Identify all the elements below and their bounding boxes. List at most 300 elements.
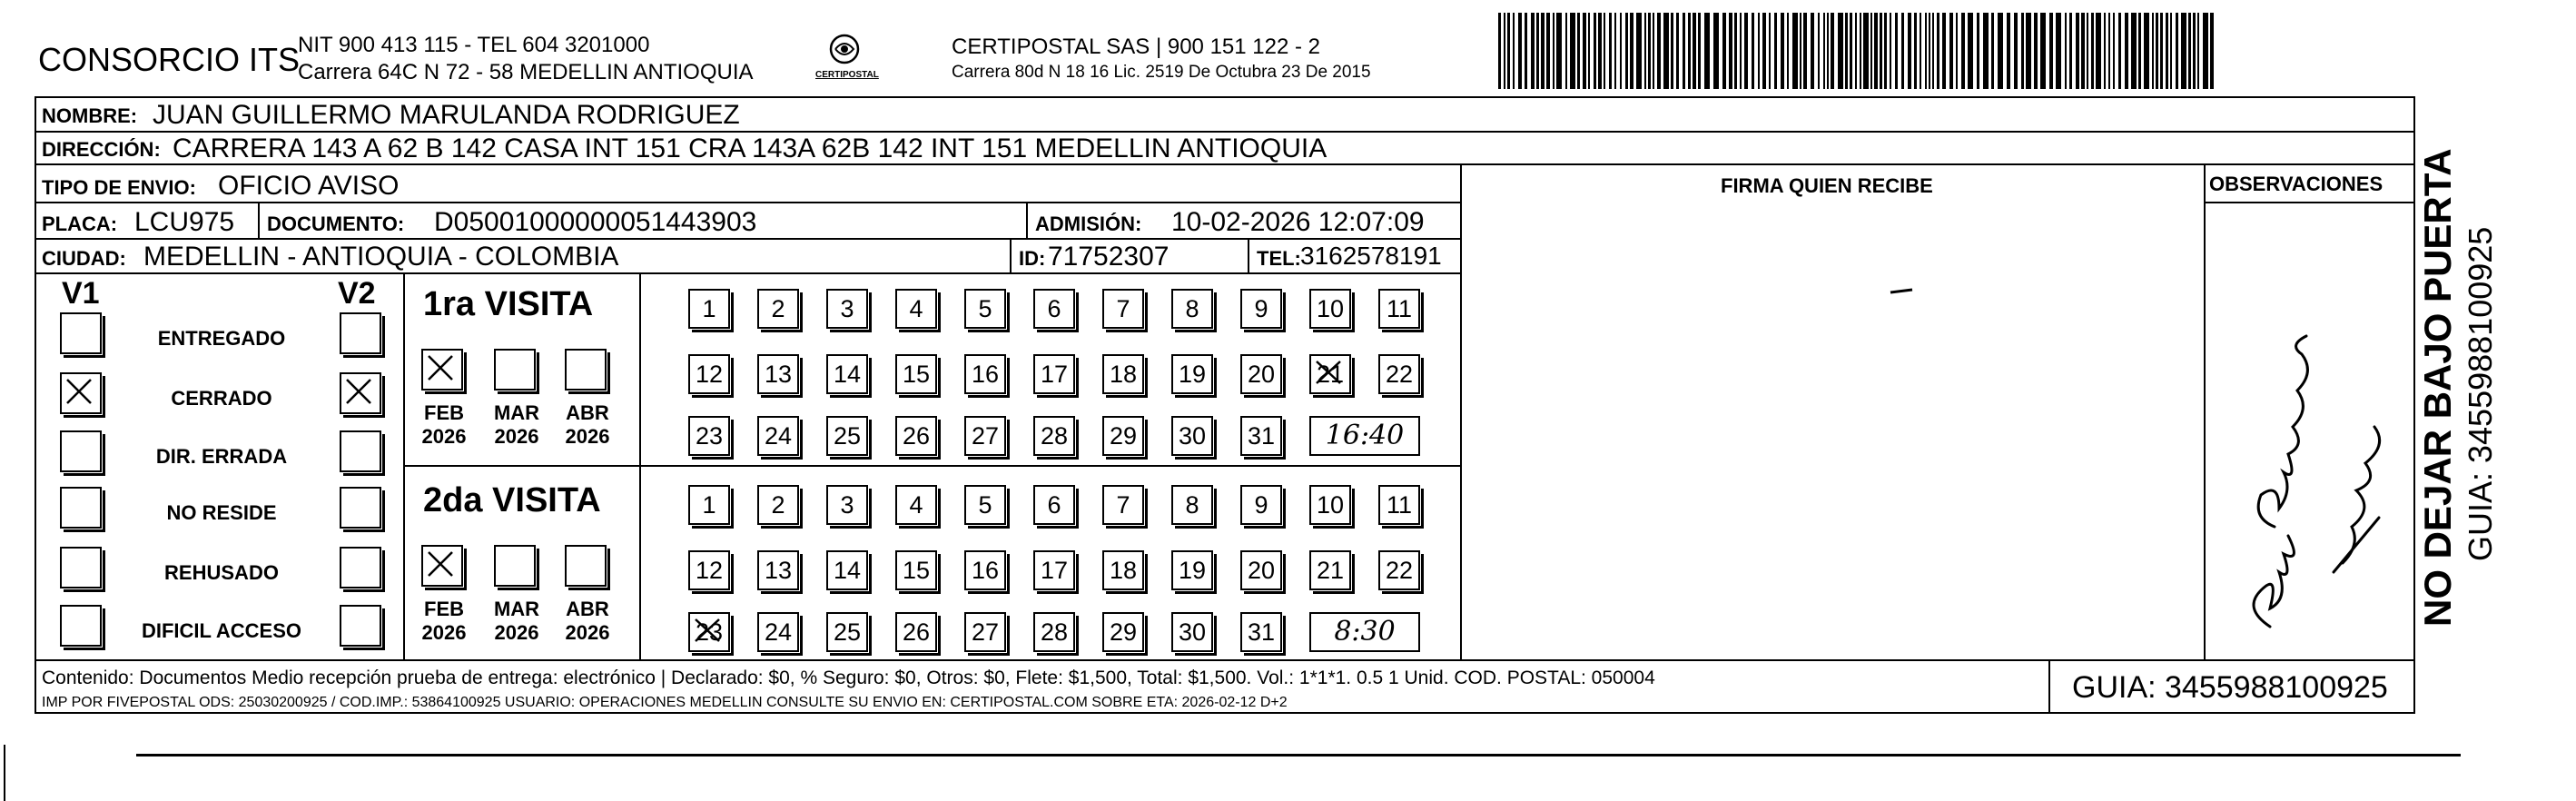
visit-day-box[interactable] [1378,550,1420,590]
tipo-value: OFICIO AVISO [218,171,400,201]
barcode-bar [1998,13,2003,89]
visit-day-box[interactable] [964,485,1006,525]
barcode-bar [1827,13,1829,89]
visit-day-box[interactable] [688,416,730,456]
day-number: 30 [1178,422,1207,450]
visit-month-label [556,401,619,449]
barcode-bar [2113,13,2115,89]
visit-day-box[interactable] [1240,416,1282,456]
day-number: 12 [695,361,724,388]
barcode-bar [1838,13,1843,89]
barcode-bar [2118,13,2121,89]
status-v1-checkbox[interactable] [60,547,102,588]
visit-day-box[interactable] [1309,289,1351,329]
barcode-bar [1762,13,1766,89]
barcode-bar [1541,13,1545,89]
barcode-bar [2138,13,2141,89]
day-number: 4 [909,491,923,519]
visit-day-box[interactable] [1033,354,1075,394]
visit-day-box[interactable] [1033,289,1075,329]
day-number: 6 [1047,295,1061,322]
day-number: 10 [1316,491,1345,519]
guia-footer: GUIA: 3455988100925 [2072,670,2388,705]
visit-day-box[interactable] [826,485,868,525]
day-number: 31 [1247,422,1276,450]
visit-day-box[interactable] [1171,354,1213,394]
barcode-bar [1713,13,1719,89]
observaciones-label: OBSERVACIONES [2209,173,2384,195]
visit-day-box[interactable] [895,550,937,590]
visit-month-checkbox[interactable] [565,545,607,587]
day-number: 14 [833,557,862,584]
month-name: ABR [566,598,609,620]
visit-day-box[interactable] [895,485,937,525]
barcode-bar [2040,13,2046,89]
admision-label: ADMISIÓN: [1035,213,1142,235]
day-number: 20 [1247,557,1276,584]
barcode-bar [1774,13,1777,89]
month-name: FEB [424,401,464,424]
barcode-bar [2160,13,2163,89]
day-number: 19 [1178,361,1207,388]
visit-day-box[interactable] [688,550,730,590]
day-number: 26 [902,422,931,450]
visit-day-box[interactable] [1240,485,1282,525]
company-name: CONSORCIO ITS [38,41,301,78]
barcode-bar [1604,13,1605,89]
month-year: 2026 [494,621,539,644]
day-number: 29 [1109,422,1138,450]
barcode-bar [1949,13,1953,89]
visit-month-label [412,598,476,645]
month-name: FEB [424,598,464,620]
barcode-bar [1531,13,1535,89]
status-v1-checkbox[interactable] [60,605,102,647]
day-number: 4 [909,295,923,322]
x-mark-icon [64,376,98,410]
barcode-bar [1884,13,1887,89]
barcode-bar [1925,13,1927,89]
barcode-bar [1614,13,1616,89]
observaciones-handwriting [2206,300,2415,645]
month-name: MAR [493,598,540,620]
month-name: ABR [566,401,609,424]
barcode-bar [1620,13,1622,89]
visit-day-box[interactable] [964,416,1006,456]
x-mark-icon [1313,358,1347,391]
documento-value: D05001000000051443903 [434,207,757,237]
company-address: Carrera 64C N 72 - 58 MEDELLIN ANTIOQUIA [298,60,754,84]
barcode-bar [1908,13,1911,89]
month-year: 2026 [565,621,610,644]
visit-day-box[interactable] [826,354,868,394]
status-v2-checkbox[interactable] [340,430,381,472]
visit-day-box[interactable] [1378,289,1420,329]
barcode-bar [1698,13,1701,89]
day-number: 17 [1040,361,1069,388]
visit-day-box[interactable] [1240,354,1282,394]
barcode-bar [1683,13,1685,89]
barcode-bar [1565,13,1567,89]
day-number: 3 [840,491,854,519]
nombre-label: NOMBRE: [42,104,138,127]
barcode-bar [2069,13,2072,89]
barcode-bar [1901,13,1904,89]
barcode-bar [2007,13,2010,89]
visit-day-box[interactable] [1240,612,1282,652]
day-number: 25 [833,422,862,450]
visit-day-box[interactable] [1171,289,1213,329]
visit-day-box[interactable] [964,550,1006,590]
barcode-bar [1676,13,1679,89]
documento-label: DOCUMENTO: [267,213,405,235]
barcode-bar [1850,13,1852,89]
day-number: 13 [764,557,793,584]
barcode-bar [1583,13,1586,89]
placa-value: LCU975 [134,207,235,237]
logo-text: CERTIPOSTAL [815,70,879,80]
barcode-bar [2087,13,2088,89]
visit-month-checkbox[interactable] [494,545,536,587]
visit-day-box[interactable] [895,354,937,394]
barcode-bar [1525,13,1527,89]
v2-label: V2 [338,276,376,311]
barcode-bar [1648,13,1651,89]
day-number: 23 [695,422,724,450]
carrier-name: CERTIPOSTAL SAS | 900 151 122 - 2 [952,35,1320,59]
day-number: 24 [764,422,793,450]
status-option-label: DIFICIL ACCESO [141,619,301,642]
barcode-bar [1977,13,1979,89]
visit-day-box[interactable] [1102,354,1144,394]
day-number: 1 [702,491,716,519]
barcode-bar [1704,13,1710,89]
barcode-bar [1630,13,1633,89]
status-option-label: NO RESIDE [166,501,277,524]
barcode-bar [1577,13,1580,89]
barcode-bar [2108,13,2110,89]
barcode-bar [2125,13,2128,89]
visit-month-label [485,401,548,449]
visit-day-box[interactable] [895,416,937,456]
day-number: 24 [764,618,793,646]
barcode-bar [2166,13,2168,89]
day-number: 29 [1109,618,1138,646]
visit-day-box[interactable] [964,289,1006,329]
visit-day-box[interactable] [826,612,868,652]
company-nit: NIT 900 413 115 - TEL 604 3201000 [298,33,650,57]
day-number: 22 [1385,361,1414,388]
visit-day-box[interactable] [1240,550,1282,590]
firma-label: FIRMA QUIEN RECIBE [1721,174,1933,197]
barcode-bar [1518,13,1522,89]
barcode-bar [1546,13,1550,89]
visit-day-box[interactable] [1102,485,1144,525]
day-number: 28 [1040,422,1069,450]
visit-day-box[interactable] [1171,612,1213,652]
ciudad-value: MEDELLIN - ANTIOQUIA - COLOMBIA [143,242,619,272]
barcode-bar [1792,13,1798,89]
carrier-address: Carrera 80d N 18 16 Lic. 2519 De Octubra 23 De 2015 [952,63,1371,82]
id-value: 71752307 [1048,242,1170,272]
day-number: 26 [902,618,931,646]
visit-day-box[interactable] [826,289,868,329]
barcode-bar [1890,13,1891,89]
x-mark-icon [425,352,459,387]
visit-day-box[interactable] [1033,612,1075,652]
visit-day-box[interactable] [1102,416,1144,456]
visit-day-box[interactable] [757,612,799,652]
left-edge-line [4,745,5,801]
barcode [1498,13,2225,89]
visit-title: 1ra VISITA [423,285,594,323]
day-number: 20 [1247,361,1276,388]
day-number: 5 [978,491,992,519]
visit-day-box[interactable] [1102,289,1144,329]
barcode-bar [1874,13,1878,89]
barcode-bar [1932,13,1934,89]
day-number: 18 [1109,361,1138,388]
status-v1-checkbox[interactable] [60,487,102,529]
day-number: 2 [771,295,785,322]
visit-day-box[interactable] [1309,485,1351,525]
barcode-bar [1781,13,1784,89]
visit-day-box[interactable] [895,289,937,329]
day-number: 13 [764,361,793,388]
day-number: 11 [1386,295,1413,322]
barcode-bar [1991,13,1994,89]
day-number: 6 [1047,491,1061,519]
status-v2-checkbox[interactable] [340,487,381,529]
visit-day-box[interactable] [1033,550,1075,590]
visit-day-box[interactable] [1033,485,1075,525]
barcode-bar [1744,13,1748,89]
status-v2-checkbox[interactable] [340,372,381,414]
barcode-bar [2131,13,2137,89]
visit-title: 2da VISITA [423,481,601,519]
barcode-bar [1920,13,1921,89]
barcode-bar [1722,13,1726,89]
barcode-bar [2203,13,2208,89]
barcode-bar [1758,13,1760,89]
x-mark-icon [692,616,726,648]
day-number: 14 [833,361,862,388]
status-option-label: CERRADO [171,387,272,410]
barcode-bar [1553,13,1554,89]
barcode-bar [1729,13,1732,89]
barcode-bar [1594,13,1596,89]
certipostal-logo [815,33,879,87]
barcode-bar [2081,13,2085,89]
visit-day-box[interactable] [964,354,1006,394]
barcode-bar [1968,13,1973,89]
day-number: 10 [1316,295,1345,322]
barcode-bar [1942,13,1946,89]
visit-day-box[interactable] [757,416,799,456]
barcode-bar [2096,13,2101,89]
imp-text: IMP POR FIVEPOSTAL ODS: 25030200925 / COD.IMP.: 53864100925 USUARIO: OPERACIONES MEDELLIN CONSULTE SU ENVIO EN: CERTIPOSTAL.COM SOBRE ETA: 2026-02-12 D+2 [42,695,1288,710]
placa-label: PLACA: [42,213,118,235]
visit-day-box[interactable] [1033,416,1075,456]
visit-day-box[interactable] [688,485,730,525]
visit-month-checkbox[interactable] [421,545,463,587]
day-number: 9 [1254,491,1268,519]
direccion-label: DIRECCIÓN: [42,138,161,161]
day-number: 5 [978,295,992,322]
barcode-bar [1636,13,1642,89]
status-option-label: DIR. ERRADA [155,445,288,468]
barcode-bar [2076,13,2079,89]
day-number: 19 [1178,557,1207,584]
status-v1-checkbox[interactable] [60,312,102,354]
visit-day-box[interactable] [1240,289,1282,329]
day-number: 2 [771,491,785,519]
status-v2-checkbox[interactable] [340,605,381,647]
barcode-bar [1914,13,1917,89]
barcode-bar [1663,13,1669,89]
barcode-bar [1769,13,1771,89]
barcode-bar [1609,13,1612,89]
month-year: 2026 [421,621,467,644]
barcode-bar [1983,13,1989,89]
day-number: 22 [1385,557,1414,584]
visit-day-box[interactable] [964,612,1006,652]
visit-day-box[interactable] [1309,550,1351,590]
day-number: 11 [1386,491,1413,519]
barcode-bar [2144,13,2149,89]
visit-day-box[interactable] [757,354,799,394]
barcode-bar [2034,13,2038,89]
visit-month-checkbox[interactable] [565,349,607,391]
visit-day-box[interactable] [757,550,799,590]
barcode-bar [1688,13,1691,89]
barcode-bar [1644,13,1646,89]
visit-day-box[interactable] [1171,550,1213,590]
day-number: 3 [840,295,854,322]
barcode-bar [1811,13,1814,89]
barcode-bar [1598,13,1602,89]
visit-month-checkbox[interactable] [494,349,536,391]
barcode-bar [1588,13,1590,89]
barcode-bar [1863,13,1869,89]
status-option-label: ENTREGADO [157,327,286,350]
visit-month-label [412,401,476,449]
day-number: 31 [1247,618,1276,646]
visit-day-box[interactable] [826,550,868,590]
visit-day-box[interactable] [688,354,730,394]
barcode-bar [1693,13,1696,89]
direccion-value: CARRERA 143 A 62 B 142 CASA INT 151 CRA 143A 62B 142 INT 151 MEDELLIN ANTIOQUIA [173,134,1327,163]
visit-day-box[interactable] [1309,354,1351,394]
day-number: 21 [1316,361,1345,388]
barcode-bar [1870,13,1872,89]
month-year: 2026 [565,425,610,448]
tel-value: 3162578191 [1300,242,1442,270]
day-number: 16 [971,361,1000,388]
day-number: 7 [1116,491,1130,519]
ciudad-label: CIUDAD: [42,247,126,270]
barcode-bar [1556,13,1562,89]
status-v2-checkbox[interactable] [340,312,381,354]
barcode-bar [1956,13,1958,89]
visit-day-box[interactable] [1102,550,1144,590]
day-number: 28 [1040,618,1069,646]
barcode-bar [1803,13,1807,89]
barcode-bar [1855,13,1857,89]
visit-time: 16:40 [1309,416,1420,456]
barcode-bar [1752,13,1754,89]
tel-label: TEL: [1257,247,1301,270]
tipo-label: TIPO DE ENVIO: [42,176,196,199]
status-v1-checkbox[interactable] [60,430,102,472]
firma-mark [1889,287,1916,296]
day-number: 27 [971,422,1000,450]
month-year: 2026 [421,425,467,448]
barcode-bar [1570,13,1575,89]
barcode-bar [1513,13,1515,89]
visit-day-box[interactable] [757,289,799,329]
visit-month-checkbox[interactable] [421,349,463,391]
status-option-label: REHUSADO [164,561,279,584]
barcode-bar [1740,13,1742,89]
barcode-bar [1800,13,1801,89]
day-number: 1 [702,295,716,322]
visit-day-box[interactable] [1378,485,1420,525]
barcode-bar [1845,13,1848,89]
day-number: 8 [1185,295,1199,322]
barcode-bar [1961,13,1965,89]
visit-month-label [485,598,548,645]
day-number: 9 [1254,295,1268,322]
day-number: 27 [971,618,1000,646]
visit-day-box[interactable] [1378,354,1420,394]
visit-day-box[interactable] [1171,416,1213,456]
barcode-bar [1671,13,1673,89]
barcode-bar [1860,13,1861,89]
day-number: 25 [833,618,862,646]
day-number: 12 [695,557,724,584]
barcode-bar [2188,13,2191,89]
visit-day-box[interactable] [1171,485,1213,525]
day-number: 30 [1178,618,1207,646]
day-number: 15 [902,361,931,388]
barcode-bar [2065,13,2067,89]
barcode-bar [1625,13,1628,89]
barcode-bar [1823,13,1825,89]
visit-day-box[interactable] [826,416,868,456]
barcode-bar [1507,13,1510,89]
barcode-bar [1787,13,1789,89]
visit-day-box[interactable] [1102,612,1144,652]
status-v2-checkbox[interactable] [340,547,381,588]
visit-day-box[interactable] [688,612,730,652]
barcode-bar [2197,13,2199,89]
day-number: 16 [971,557,1000,584]
day-number: 15 [902,557,931,584]
visit-day-box[interactable] [757,485,799,525]
barcode-bar [1734,13,1737,89]
visit-day-box[interactable] [895,612,937,652]
id-label: ID: [1019,247,1046,270]
barcode-bar [1937,13,1939,89]
x-mark-icon [425,549,459,583]
contenido-text: Contenido: Documentos Medio recepción prueba de entrega: electrónico | Declarado: $0, % Seguro: $0, Otros: $0, Flete: $1,500, Total: $1,500. Vol.: 1*1*1. 0.5 1 Unid. COD. POSTAL: 050004 [42,668,1655,688]
barcode-bar [2193,13,2196,89]
status-v1-checkbox[interactable] [60,372,102,414]
v1-label: V1 [62,276,100,311]
visit-month-label [556,598,619,645]
visit-day-box[interactable] [688,289,730,329]
